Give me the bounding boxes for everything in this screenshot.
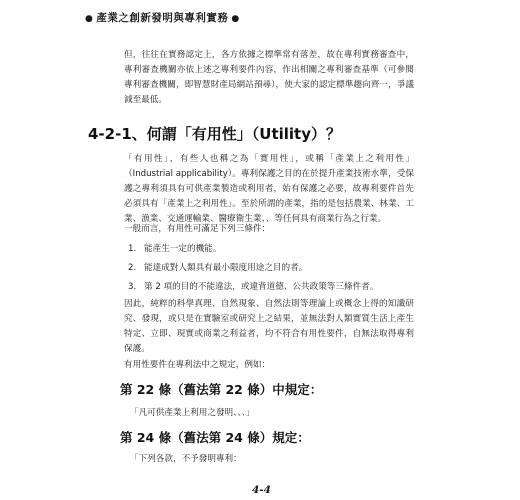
list-item xyxy=(128,242,221,256)
list-number: 1. xyxy=(128,244,137,254)
list-text: 第 2 項的目的不能違法，或違背道德、公共政策等三條件者。 xyxy=(144,282,379,292)
intro-paragraph: 但，往往在實務認定上，各方依據之標準常有落差，故在專利實務審查中，專利審查機關亦依上述之專利要件內容，作出相關之專利審查基準（可參閱專利審查機關，即智慧財產局網站預尋），使大家的認定標準趨向齊一，爭議減至最低。 xyxy=(124,50,414,105)
list-text: 能達成對人類具有最小限度用途之目的者。 xyxy=(144,263,308,273)
conditions-intro-paragraph: 一般而言，有用性可滿足下列三條件： xyxy=(124,224,271,234)
header-title: 產業之創新發明與專利實務 xyxy=(96,12,229,24)
page-number: 4-4 xyxy=(252,484,271,496)
exclusions-paragraph: 因此，純粹的科學真理、自然現象、自然法則等理論上或概念上得的知識研究、發現，或只是在實驗室或研究上之結果，並無法對人類實質生活上產生特定、立即、現實或商業之利益者，均不符合有用性要件，自無法取得專利保護。 xyxy=(124,299,414,354)
bullet-icon: ● xyxy=(85,14,94,24)
running-header xyxy=(82,10,262,25)
list-number: 3. xyxy=(128,282,137,292)
article-22-quote: 「凡可供產業上利用之發明、、、」 xyxy=(130,408,255,418)
list-item xyxy=(128,280,378,294)
list-item xyxy=(128,261,307,275)
section-heading: 4-2-1、何謂「有用性」（Utility）？ xyxy=(88,125,341,143)
utility-definition-paragraph: 「有用性」，有些人也稱之為「實用性」，或稱「產業上之利用性」（Industrial applicability）。專利保護之目的在於提升產業技術水準，受保護之專利須具有可供產業製造或利用者，始有保護之必要，故專利要件首先必須具有「產業上之利用性」。至於所謂的產業，指的是包括農業、林業、工業、漁業、交通運輸業、醫療衛生業、、等任何具有商業行為之行業。 xyxy=(124,154,414,224)
list-text: 能產生一定的機能。 xyxy=(144,244,222,254)
statute-intro-paragraph: 有用性要件在專利法中之規定，例如： xyxy=(124,360,271,370)
article-24-heading: 第 24 條（舊法第 24 條）規定： xyxy=(120,430,310,445)
article-22-heading: 第 22 條（舊法第 22 條）中規定： xyxy=(120,382,323,397)
article-24-quote: 「下列各款，不予發明專利： xyxy=(130,454,242,464)
bullet-icon: ● xyxy=(231,14,240,24)
list-number: 2. xyxy=(128,263,137,273)
